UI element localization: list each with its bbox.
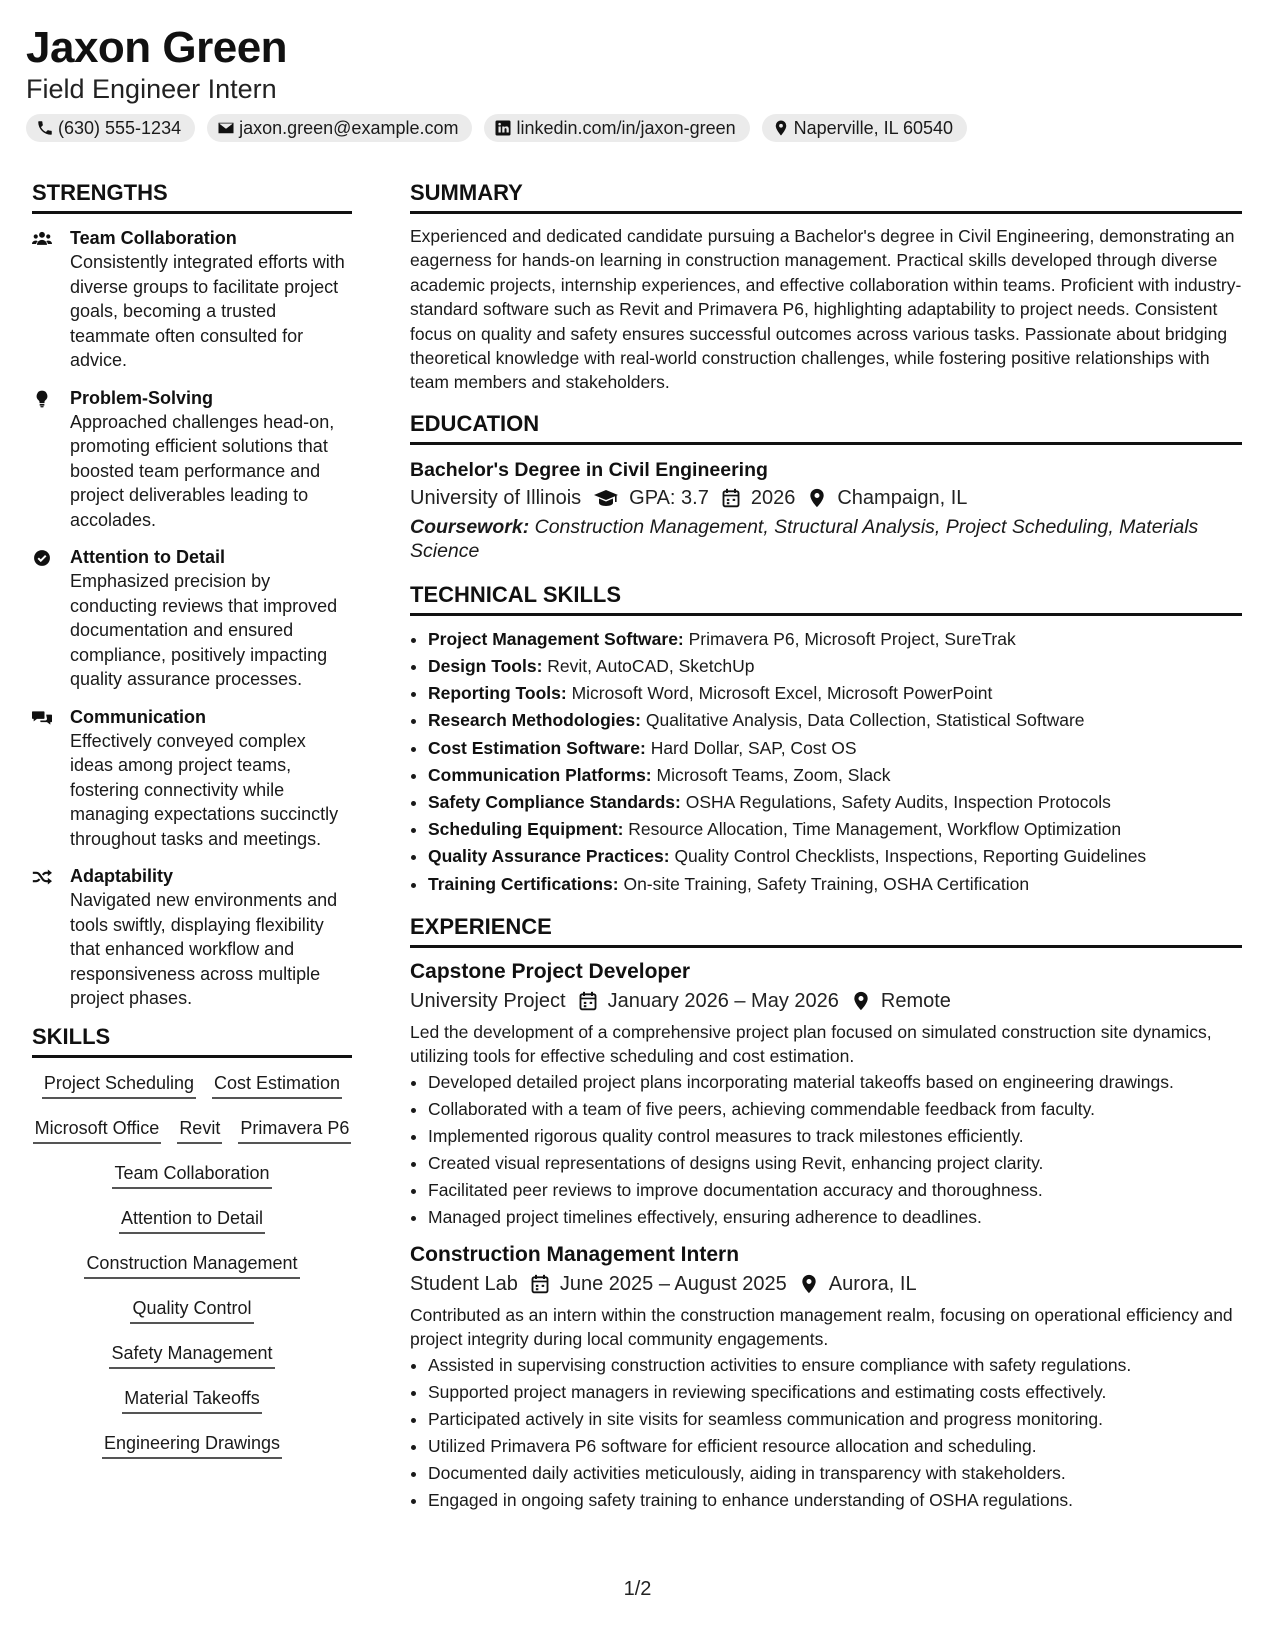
coursework-label: Coursework: <box>410 515 530 538</box>
list-item: • Implemented rigorous quality control measures to track milestones efficiently. <box>428 1123 1242 1150</box>
job-org: Student Lab <box>410 1272 518 1295</box>
right-column <box>410 180 1242 1526</box>
job-bullets <box>410 1352 1242 1514</box>
strength-title: Adaptability <box>70 866 174 886</box>
job-title: Capstone Project Developer <box>410 959 691 983</box>
strength-desc: Navigated new environments and tools swiftly, displaying flexibility that enhanced workflow and responsiveness across multiple project phases. <box>70 890 338 1008</box>
list-item: • Supported project managers in reviewing specifications and estimating costs effectively. <box>428 1379 1242 1406</box>
strength-desc: Effectively conveyed complex ideas among project teams, fostering connectivity while managing expectations succinctly throughout tasks and meetings. <box>70 730 339 849</box>
strength-desc: Approached challenges head-on, promoting efficient solutions that boosted team performance and project deliverables leading to accolades. <box>70 411 335 530</box>
shuffle-icon <box>32 868 52 886</box>
coursework-list: Construction Management, Structural Analysis, Project Scheduling, Materials Science <box>410 515 1199 563</box>
experience-entry <box>410 1241 1242 1514</box>
strength-item <box>32 705 352 852</box>
skill-tag: Team Collaboration <box>112 1160 271 1189</box>
calendar-icon <box>721 488 741 508</box>
strength-title: Problem-Solving <box>70 387 214 408</box>
contact-location <box>762 114 967 142</box>
users-icon <box>32 230 52 248</box>
list-item: • Created visual representations of designs using Revit, enhancing project clarity. <box>428 1150 1242 1177</box>
candidate-name: Jaxon Green <box>26 23 288 72</box>
check-circle-icon <box>32 549 52 567</box>
lightbulb-icon <box>32 390 52 408</box>
strength-title: Attention to Detail <box>70 547 225 567</box>
skill-tag: Construction Management <box>84 1250 299 1279</box>
list-item: • Collaborated with a team of five peers, achieving commendable feedback from faculty. <box>428 1096 1242 1123</box>
map-pin-icon <box>772 119 790 137</box>
strength-item <box>32 226 352 373</box>
tech-skill-label: Quality Assurance Practices: <box>428 846 670 867</box>
education-degree: Bachelor's Degree in Civil Engineering <box>410 458 768 481</box>
map-pin-icon <box>799 1274 819 1294</box>
job-title: Construction Management Intern <box>410 1242 740 1266</box>
job-location: Aurora, IL <box>828 1272 917 1295</box>
linkedin-icon <box>494 119 512 137</box>
list-item: • Assisted in supervising construction activities to ensure compliance with safety regulations. <box>428 1352 1242 1379</box>
strength-desc: Emphasized precision by conducting reviews that improved documentation and ensured compliance, positively impacting quality assurance processes. <box>70 571 338 689</box>
tech-skill-label: Scheduling Equipment: <box>428 819 624 840</box>
contact-email-text: jaxon.green@example.com <box>239 117 459 138</box>
tech-skill-value: Resource Allocation, Time Management, Workflow Optimization <box>628 819 1122 840</box>
calendar-icon <box>578 991 598 1011</box>
education-year: 2026 <box>750 486 796 509</box>
list-item <box>428 762 1242 789</box>
tech-skill-value: Quality Control Checklists, Inspections, Reporting Guidelines <box>674 846 1147 867</box>
job-meta <box>410 986 1242 1016</box>
education-meta <box>410 483 1242 513</box>
education-coursework <box>410 515 1242 564</box>
education-school: University of Illinois <box>410 486 582 509</box>
skill-tag: Engineering Drawings <box>102 1430 282 1459</box>
tech-skill-value: OSHA Regulations, Safety Audits, Inspection Protocols <box>685 792 1111 813</box>
list-item: • Facilitated peer reviews to improve documentation accuracy and thoroughness. <box>428 1177 1242 1204</box>
skill-tag: Microsoft Office <box>33 1115 162 1144</box>
list-item: • Managed project timelines effectively, ensuring adherence to deadlines. <box>428 1204 1242 1231</box>
job-description: Contributed as an intern within the construction management realm, focusing on operational efficiency and project integrity during local community engagements. <box>410 1304 1233 1350</box>
list-item <box>428 653 1242 680</box>
job-location: Remote <box>880 989 951 1012</box>
resume-header <box>26 22 967 142</box>
contact-email[interactable] <box>207 114 472 142</box>
comments-icon <box>32 709 52 727</box>
strength-item <box>32 545 352 692</box>
summary-text: Experienced and dedicated candidate pursuing a Bachelor's degree in Civil Engineering, demonstrating an eagerness for hands-on learning in construction management. Practical skills developed through diverse academic projects, internship experiences, and effective collaboration within teams. Proficient with industry-standard software such as Revit and Primavera P6, highlighting adaptability to project needs. Consistent focus on quality and safety ensures successful outcomes across various tasks. Passionate about bridging theoretical knowledge with real-world construction challenges, while fostering positive relationships with team members and stakeholders. <box>410 226 1242 393</box>
list-item: • Participated actively in site visits for seamless communication and progress monitoring. <box>428 1406 1242 1433</box>
contact-linkedin[interactable] <box>484 114 749 142</box>
tech-skill-value: Primavera P6, Microsoft Project, SureTrak <box>688 628 1016 649</box>
technical-skills-heading: TECHNICAL SKILLS <box>410 582 1242 616</box>
tech-skill-label: Safety Compliance Standards: <box>428 792 681 813</box>
job-bullets <box>410 1069 1242 1231</box>
tech-skill-value: Microsoft Teams, Zoom, Slack <box>656 764 891 785</box>
graduation-cap-icon <box>593 488 619 508</box>
job-dates: January 2026 – May 2026 <box>607 989 839 1012</box>
contact-location-text: Naperville, IL 60540 <box>793 117 954 138</box>
skill-tag: Material Takeoffs <box>122 1385 261 1414</box>
tech-skill-label: Training Certifications: <box>428 873 619 894</box>
strength-title: Team Collaboration <box>70 228 237 248</box>
list-item <box>428 843 1242 870</box>
skill-tag: Quality Control <box>130 1295 253 1324</box>
left-column <box>32 180 352 1459</box>
tech-skill-value: On-site Training, Safety Training, OSHA Certification <box>623 873 1030 894</box>
contact-bar <box>26 114 967 142</box>
technical-skills-list <box>410 626 1242 898</box>
strength-desc: Consistently integrated efforts with diverse groups to facilitate project goals, becoming a trusted teammate often consulted for advice. <box>70 252 345 370</box>
tech-skill-value: Microsoft Word, Microsoft Excel, Microsoft PowerPoint <box>571 683 993 704</box>
job-meta <box>410 1269 1242 1299</box>
strength-title: Communication <box>70 706 207 727</box>
map-pin-icon <box>807 488 827 508</box>
list-item <box>428 707 1242 734</box>
list-item <box>428 680 1242 707</box>
education-heading: EDUCATION <box>410 411 1242 445</box>
candidate-title: Field Engineer Intern <box>26 74 277 104</box>
list-item <box>428 735 1242 762</box>
skills-list <box>32 1070 352 1459</box>
strength-item <box>32 864 352 1011</box>
experience-heading: EXPERIENCE <box>410 914 1242 948</box>
page-number: 1/2 <box>623 1578 652 1600</box>
experience-entry <box>410 958 1242 1231</box>
list-item: • Developed detailed project plans incorporating material takeoffs based on engineering drawings. <box>428 1069 1242 1096</box>
list-item <box>428 816 1242 843</box>
contact-phone[interactable] <box>26 114 195 142</box>
tech-skill-label: Cost Estimation Software: <box>428 737 646 758</box>
summary-heading: SUMMARY <box>410 180 1242 214</box>
tech-skill-label: Project Management Software: <box>428 628 684 649</box>
job-dates: June 2025 – August 2025 <box>559 1272 787 1295</box>
tech-skill-label: Design Tools: <box>428 656 543 677</box>
contact-phone-text: (630) 555-1234 <box>58 117 182 138</box>
strength-item <box>32 386 352 533</box>
skill-tag: Safety Management <box>109 1340 274 1369</box>
tech-skill-label: Research Methodologies: <box>428 710 641 731</box>
envelope-icon <box>217 119 235 137</box>
education-gpa: GPA: 3.7 <box>629 486 709 509</box>
list-item <box>428 626 1242 653</box>
calendar-icon <box>530 1274 550 1294</box>
tech-skill-value: Qualitative Analysis, Data Collection, Statistical Software <box>645 710 1085 731</box>
skills-heading: SKILLS <box>32 1024 352 1058</box>
list-item <box>428 871 1242 898</box>
list-item: • Engaged in ongoing safety training to enhance understanding of OSHA regulations. <box>428 1487 1242 1514</box>
list-item <box>428 789 1242 816</box>
education-location: Champaign, IL <box>837 486 968 509</box>
list-item: • Utilized Primavera P6 software for efficient resource allocation and scheduling. <box>428 1433 1242 1460</box>
map-pin-icon <box>851 991 871 1011</box>
job-description: Led the development of a comprehensive project plan focused on simulated construction site dynamics, utilizing tools for effective scheduling and cost estimation. <box>410 1021 1212 1067</box>
skill-tag: Attention to Detail <box>119 1205 265 1234</box>
tech-skill-value: Revit, AutoCAD, SketchUp <box>547 656 755 677</box>
phone-icon <box>36 119 54 137</box>
tech-skill-label: Reporting Tools: <box>428 683 567 704</box>
skill-tag: Cost Estimation <box>212 1070 342 1099</box>
tech-skill-value: Hard Dollar, SAP, Cost OS <box>650 737 857 758</box>
list-item: • Documented daily activities meticulously, aiding in transparency with stakeholders. <box>428 1460 1242 1487</box>
strengths-heading: STRENGTHS <box>32 180 352 214</box>
skill-tag: Primavera P6 <box>238 1115 351 1144</box>
tech-skill-label: Communication Platforms: <box>428 764 652 785</box>
skill-tag: Revit <box>177 1115 222 1144</box>
skill-tag: Project Scheduling <box>42 1070 196 1099</box>
job-org: University Project <box>410 989 566 1012</box>
contact-linkedin-text: linkedin.com/in/jaxon-green <box>516 117 736 138</box>
